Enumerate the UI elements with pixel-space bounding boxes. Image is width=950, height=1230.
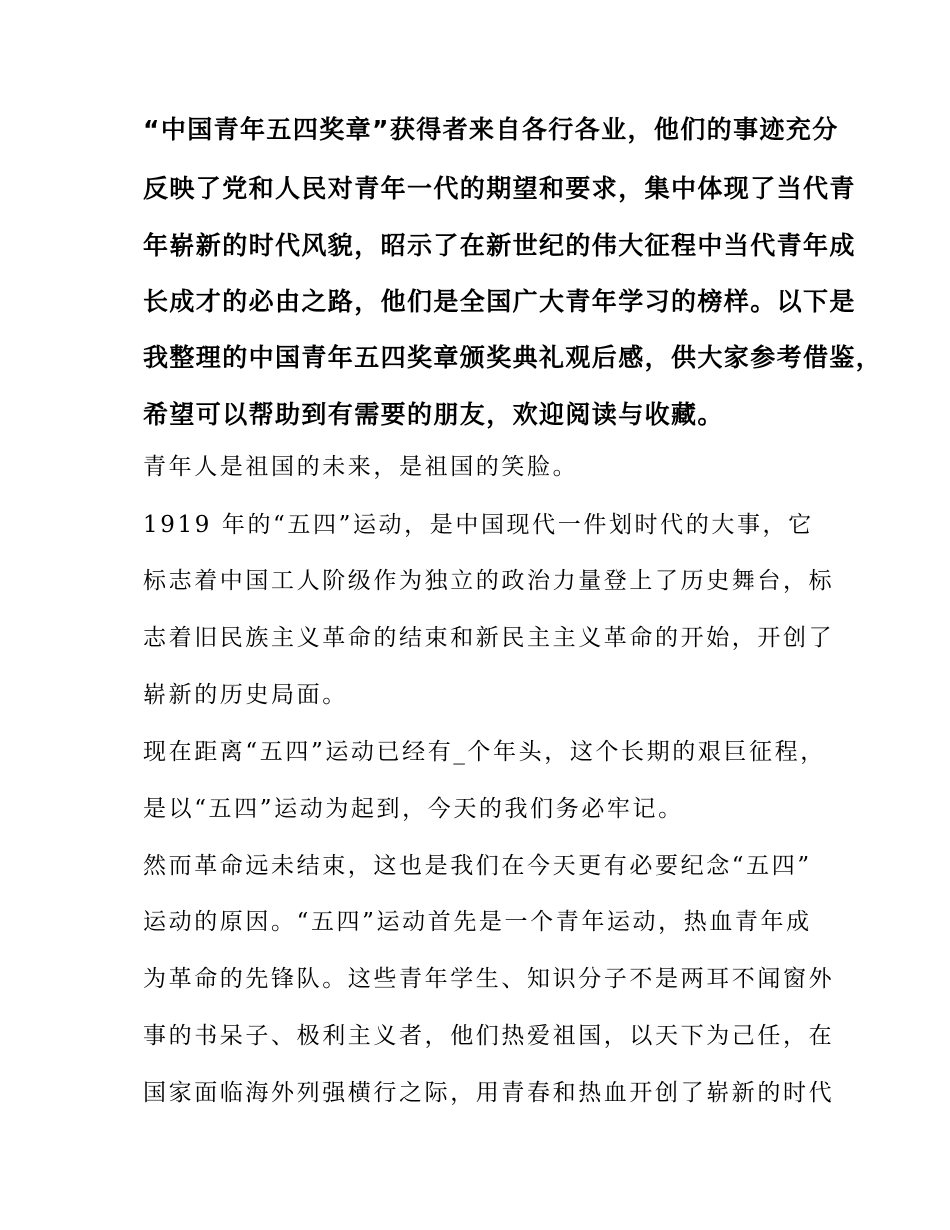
intro-line: 我整理的中国青年五四奖章颁奖典礼观后感，供大家参考借鉴， [143,343,883,372]
body-line: 运动的原因。“五四”运动首先是一个青年运动，热血青年成 [143,909,812,935]
body-line: 志着旧民族主义革命的结束和新民主主义革命的开始，开创了 [143,625,835,651]
body-line: 是以“五四”运动为起到，今天的我们务必牢记。 [143,796,684,822]
intro-line: 反映了党和人民对青年一代的期望和要求，集中体现了当代青 [143,174,856,203]
body-line: 现在距离“五四”运动已经有_个年头，这个长期的艰巨征程， [143,739,826,765]
intro-line: 年崭新的时代风貌，昭示了在新世纪的伟大征程中当代青年成 [143,231,856,260]
body-line: 国家面临海外列强横行之际，用青春和热血开创了崭新的时代 [143,1080,835,1106]
intro-line: 希望可以帮助到有需要的朋友，欢迎阅读与收藏。 [143,400,724,429]
body-line: 事的书呆子、极利主义者，他们热爱祖国，以天下为己任，在 [143,1023,835,1049]
body-line: 1919 年的“五四”运动，是中国现代一件划时代的大事，它 [143,512,814,538]
body-line: 标志着中国工人阶级作为独立的政治力量登上了历史舞台，标 [143,568,835,594]
body-line: 然而革命远未结束，这也是我们在今天更有必要纪念“五四” [143,853,812,879]
body-line: 崭新的历史局面。 [143,682,348,708]
intro-line: 长成才的必由之路，他们是全国广大青年学习的榜样。以下是 [143,287,856,316]
intro-line: “中国青年五四奖章”获得者来自各行各业，他们的事迹充分 [143,115,839,144]
body-line: 为革命的先锋队。这些青年学生、知识分子不是两耳不闻窗外 [143,966,835,992]
body-line: 青年人是祖国的未来，是祖国的笑脸。 [143,454,579,480]
